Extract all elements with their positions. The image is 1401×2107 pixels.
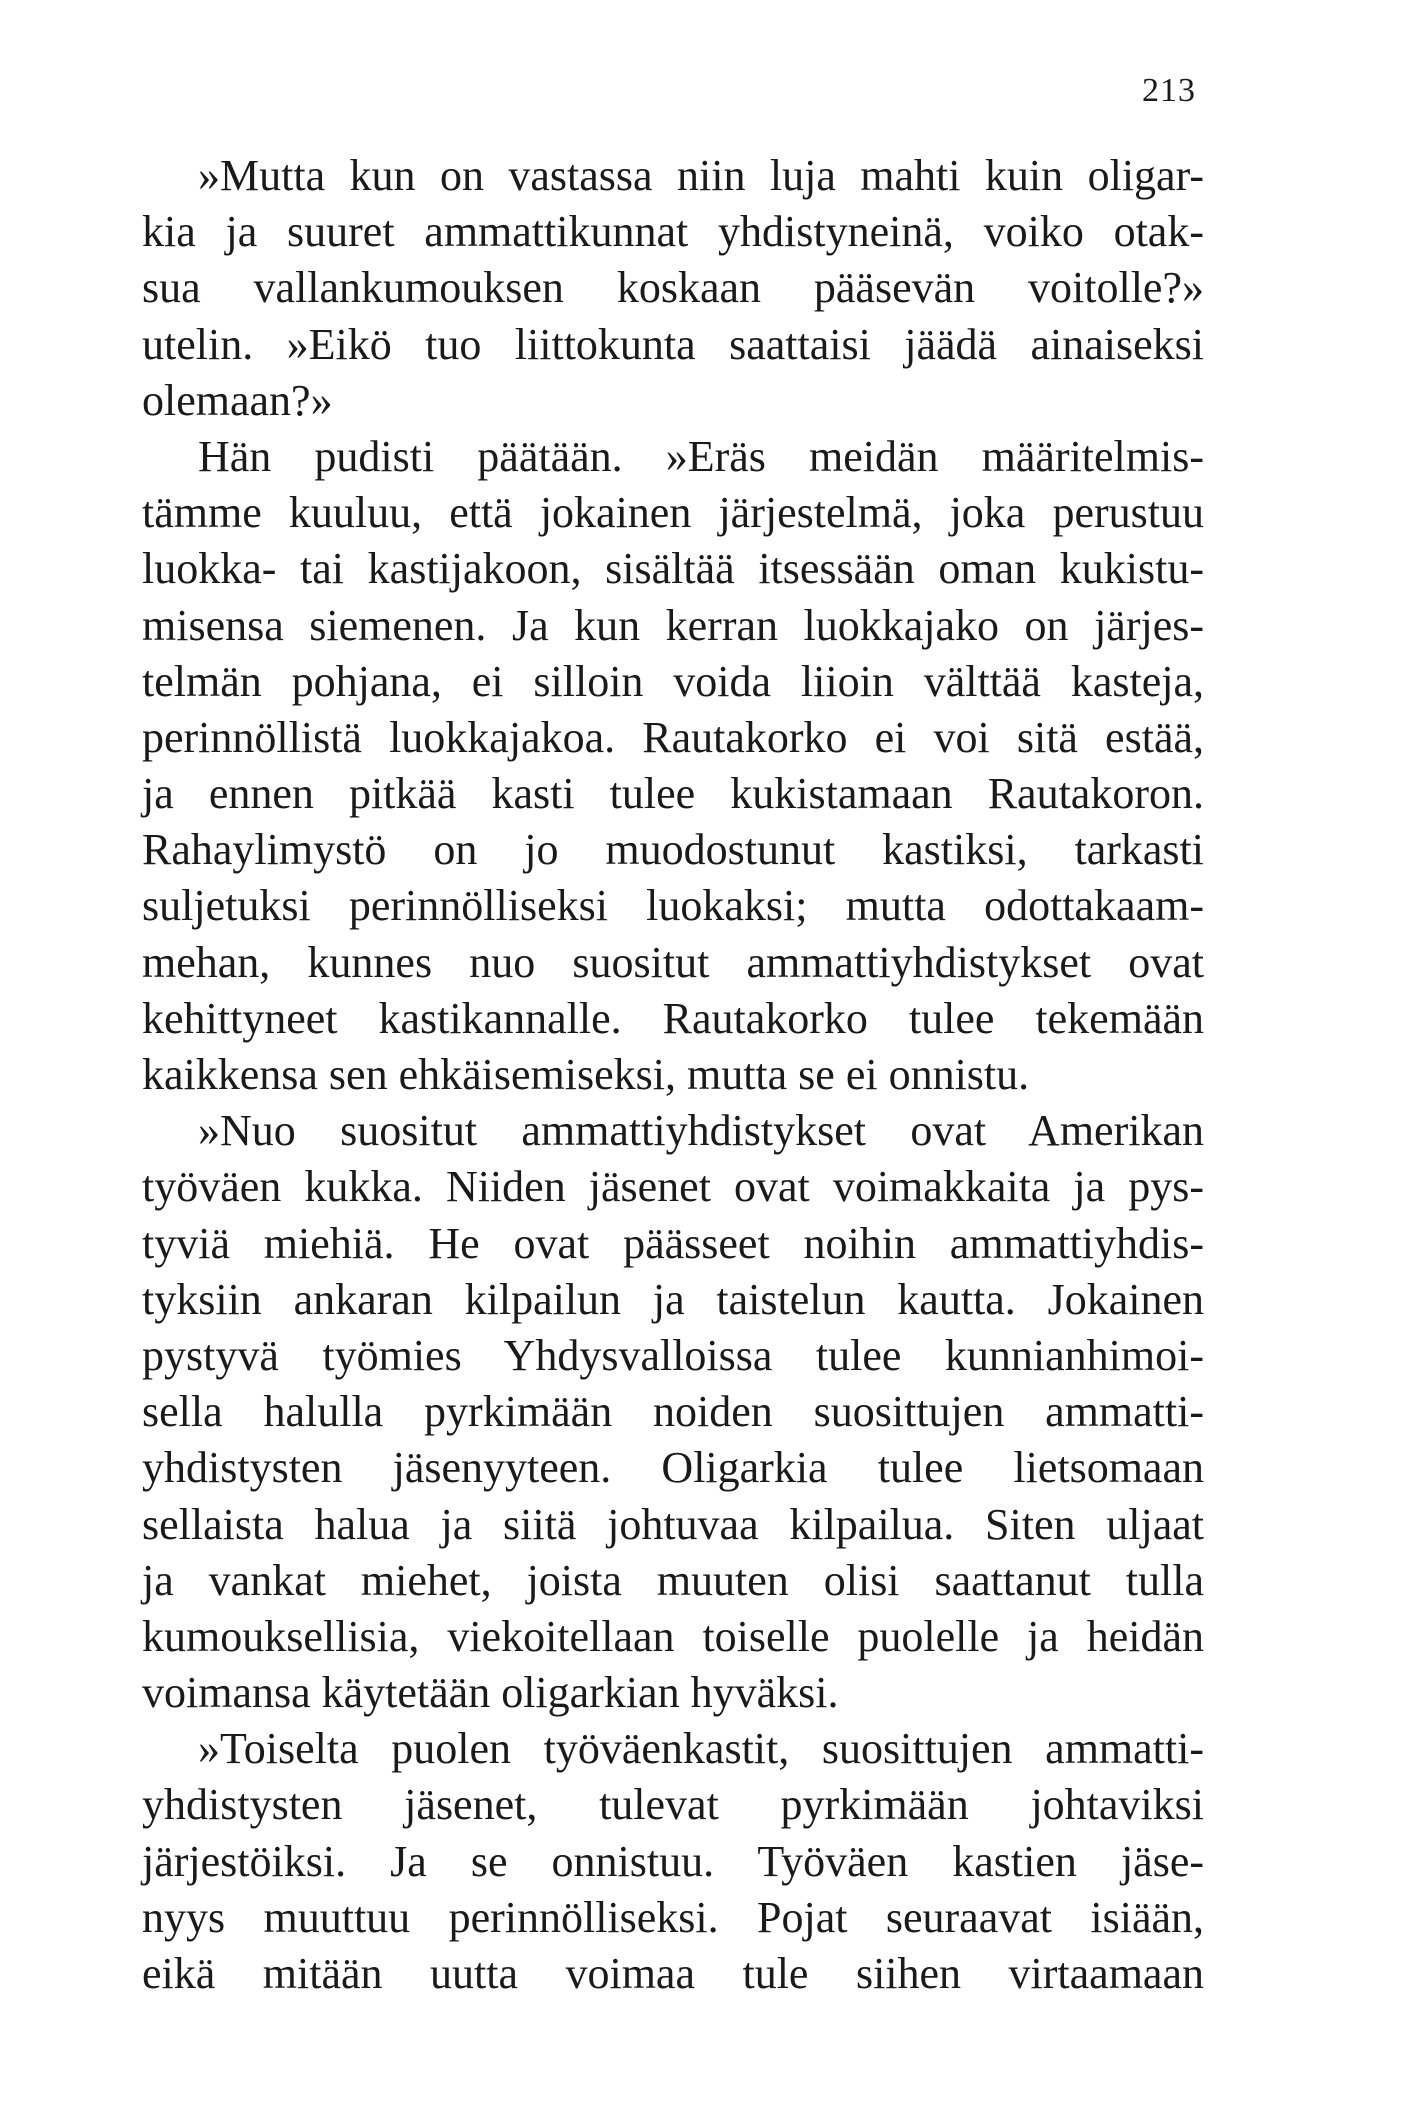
- text-line: eikä mitään uutta voimaa tule siihen virtaamaan: [142, 1949, 1204, 1998]
- body-text: [142, 148, 1204, 2002]
- text-line: kumouksellisia, viekoitellaan toiselle puolelle ja heidän: [142, 1611, 1204, 1661]
- text-line: järjestöiksi. Ja se onnistuu. Työväen kastien jäse-: [142, 1836, 1204, 1886]
- text-line: kia ja suuret ammattikunnat yhdistyneinä, voiko otak-: [142, 207, 1204, 257]
- text-line: sella halulla pyrkimään noiden suosittujen ammatti-: [142, 1387, 1204, 1437]
- text-line: kaikkensa sen ehkäisemiseksi, mutta se ei onnistu.: [142, 1050, 1030, 1099]
- paragraph-3: [142, 1103, 1204, 1721]
- text-line: olemaan?»: [142, 375, 333, 425]
- text-line: »Nuo suositut ammattiyhdistykset ovat Amerikan: [198, 1106, 1204, 1156]
- text-line: suljetuksi perinnölliseksi luokaksi; mutta odottakaam-: [142, 881, 1204, 931]
- text-line: telmän pohjana, ei silloin voida liioin välttää kasteja,: [142, 656, 1204, 706]
- text-line: voimansa käytetään oligarkian hyväksi.: [142, 1668, 839, 1718]
- text-line: Rahaylimystö on jo muodostunut kastiksi, tarkasti: [142, 825, 1204, 875]
- text-line: nyys muuttuu perinnölliseksi. Pojat seuraavat isiään,: [142, 1892, 1204, 1942]
- page-number: 213: [1142, 72, 1196, 109]
- text-line: utelin. »Eikö tuo liittokunta saattaisi jäädä ainaiseksi: [142, 319, 1204, 369]
- text-line: sua vallankumouksen koskaan pääsevän voitolle?»: [142, 263, 1204, 313]
- paragraph-1: [142, 148, 1204, 429]
- text-line: misensa siemenen. Ja kun kerran luokkajako on järjes-: [142, 600, 1204, 650]
- text-line: työväen kukka. Niiden jäsenet ovat voimakkaita ja pys-: [142, 1162, 1204, 1212]
- text-line: pystyvä työmies Yhdysvalloissa tulee kunnianhimoi-: [142, 1330, 1204, 1380]
- text-line: »Toiselta puolen työväenkastit, suosittujen ammatti-: [198, 1724, 1204, 1774]
- text-line: mehan, kunnes nuo suositut ammattiyhdistykset ovat: [142, 937, 1204, 987]
- text-line: luokka- tai kastijakoon, sisältää itsessään oman kukistu-: [142, 544, 1204, 594]
- text-line: tämme kuuluu, että jokainen järjestelmä, joka perustuu: [142, 488, 1204, 538]
- text-line: yhdistysten jäsenyyteen. Oligarkia tulee lietsomaan: [142, 1443, 1204, 1493]
- paragraph-2: [142, 429, 1204, 1103]
- text-line: tyksiin ankaran kilpailun ja taistelun kautta. Jokainen: [142, 1274, 1204, 1324]
- text-line: ja ennen pitkää kasti tulee kukistamaan Rautakoron.: [142, 769, 1204, 819]
- text-line: Hän pudisti päätään. »Eräs meidän määritelmis-: [198, 431, 1204, 481]
- paragraph-4: [142, 1721, 1204, 2002]
- text-line: »Mutta kun on vastassa niin luja mahti kuin oligar-: [198, 151, 1204, 200]
- text-line: ja vankat miehet, joista muuten olisi saattanut tulla: [142, 1555, 1204, 1605]
- text-line: kehittyneet kastikannalle. Rautakorko tulee tekemään: [142, 993, 1204, 1043]
- text-line: sellaista halua ja siitä johtuvaa kilpailua. Siten uljaat: [142, 1499, 1204, 1549]
- text-line: perinnöllistä luokkajakoa. Rautakorko ei voi sitä estää,: [142, 712, 1204, 762]
- text-line: tyviä miehiä. He ovat päässeet noihin ammattiyhdis-: [142, 1218, 1204, 1268]
- text-line: yhdistysten jäsenet, tulevat pyrkimään johtaviksi: [142, 1780, 1204, 1830]
